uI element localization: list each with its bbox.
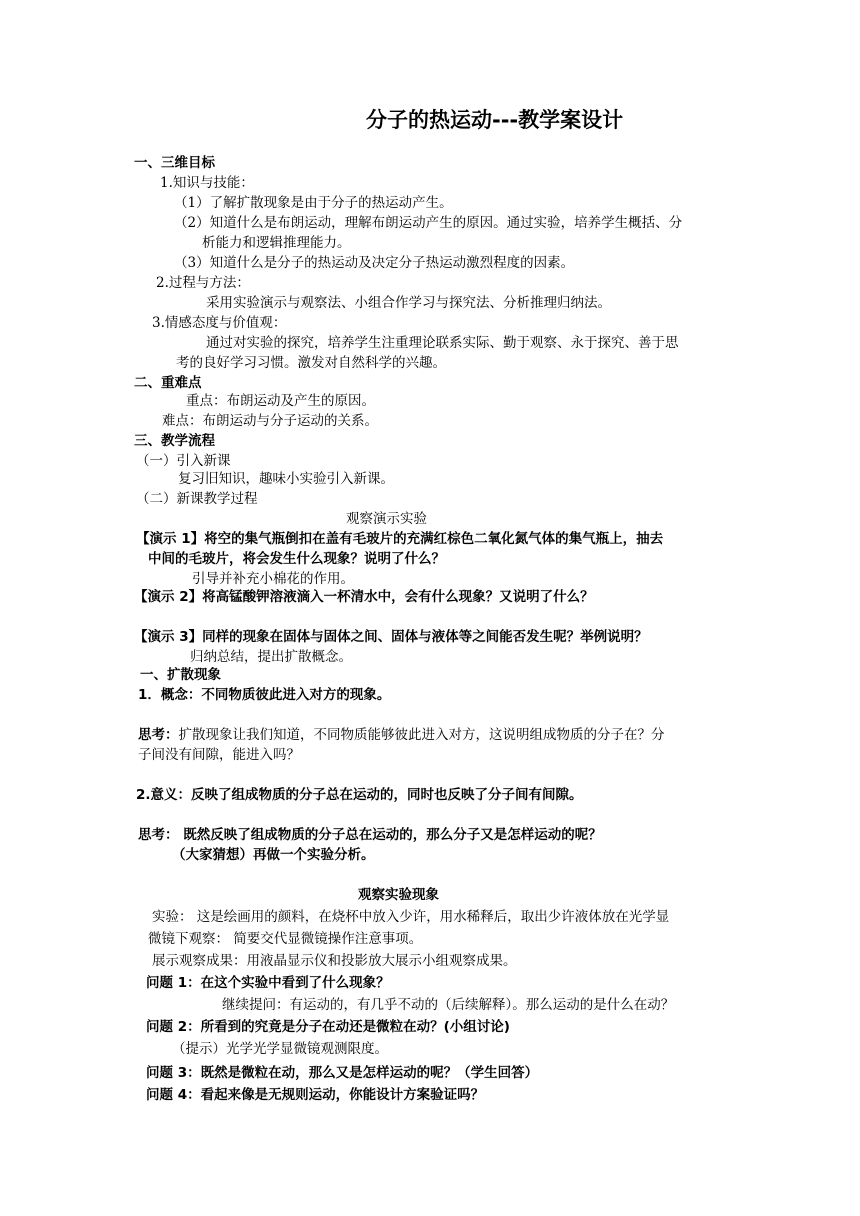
demo-1-note: 引导并补充小棉花的作用。 bbox=[192, 571, 354, 587]
question-1: 问题 1：在这个实验中看到了什么现象？ bbox=[146, 975, 390, 991]
section-heading-key-points: 二、重难点 bbox=[134, 375, 202, 391]
section-heading-goals: 一、三维目标 bbox=[134, 155, 215, 171]
show-results: 展示观察成果：用液晶显示仪和投影放大展示小组观察成果。 bbox=[152, 953, 517, 969]
demo-3-note: 归纳总结，提出扩散概念。 bbox=[190, 649, 352, 665]
think-1-text: 扩散现象让我们知道，不同物质能够彼此进入对方，这说明组成物质的分子在？分 bbox=[178, 727, 665, 743]
document-title: 分子的热运动---教学案设计 bbox=[366, 108, 624, 132]
experiment-text: 实验： 这是绘画用的颜料，在烧杯中放入少许，用水稀释后，取出少许液体放在光学显 bbox=[152, 909, 670, 925]
think-1 bbox=[138, 726, 665, 744]
goal-knowledge-item-3: （3）知道什么是分子的热运动及决定分子热运动激烈程度的因素。 bbox=[174, 255, 575, 271]
goal-emotion-text-cont: 考的良好学习习惯。激发对自然科学的兴趣。 bbox=[176, 355, 446, 371]
demo-section-title: 观察演示实验 bbox=[346, 511, 427, 527]
flow-part-1-text: 复习旧知识，趣味小实验引入新课。 bbox=[178, 471, 394, 487]
demo-2: 【演示 2】将高锰酸钾溶液滴入一杯清水中，会有什么现象？又说明了什么？ bbox=[134, 589, 594, 605]
flow-part-2-heading: （二）新课教学过程 bbox=[136, 491, 258, 507]
think-2: 思考： 既然反映了组成物质的分子总在运动的，那么分子又是怎样运动的呢？ bbox=[138, 827, 602, 843]
question-4: 问题 4：看起来像是无规则运动，你能设计方案验证吗？ bbox=[146, 1087, 485, 1103]
diffusion-heading: 一、扩散现象 bbox=[140, 667, 221, 683]
question-2: 问题 2：所看到的究竟是分子在动还是微粒在动？(小组讨论) bbox=[146, 1019, 510, 1035]
question-2-note: （提示）光学光学显微镜观测限度。 bbox=[172, 1041, 388, 1057]
question-1-note: 继续提问：有运动的，有几乎不动的（后续解释）。那么运动的是什么在动？ bbox=[222, 997, 675, 1013]
diffusion-concept: 1．概念：不同物质彼此进入对方的现象。 bbox=[138, 687, 391, 703]
demo-3: 【演示 3】同样的现象在固体与固体之间、固体与液体等之间能否发生呢？举例说明？ bbox=[134, 629, 648, 645]
goal-knowledge-heading: 1.知识与技能： bbox=[160, 175, 254, 191]
goal-emotion-heading: 3.情感态度与价值观： bbox=[152, 315, 287, 331]
think-2-cont: （大家猜想）再做一个实验分析。 bbox=[172, 847, 375, 863]
question-3: 问题 3：既然是微粒在动，那么又是怎样运动的呢？（学生回答） bbox=[146, 1065, 539, 1081]
goal-emotion-text: 通过对实验的探究，培养学生注重理论联系实际、勤于观察、永于探究、善于思 bbox=[206, 335, 679, 351]
observe-title: 观察实验现象 bbox=[358, 887, 439, 903]
goal-knowledge-item-2-cont: 析能力和逻辑推理能力。 bbox=[202, 235, 351, 251]
goal-knowledge-item-1: （1）了解扩散现象是由于分子的热运动产生。 bbox=[174, 195, 453, 211]
diffusion-meaning: 2.意义：反映了组成物质的分子总在运动的，同时也反映了分子间有间隙。 bbox=[136, 787, 583, 803]
demo-1: 【演示 1】将空的集气瓶倒扣在盖有毛玻片的充满红棕色二氧化氮气体的集气瓶上，抽去 bbox=[136, 531, 664, 547]
think-1-cont: 子间没有间隙，能进入吗？ bbox=[138, 747, 300, 763]
goal-process-heading: 2.过程与方法： bbox=[156, 275, 250, 291]
difficult-point: 难点：布朗运动与分子运动的关系。 bbox=[162, 413, 378, 429]
goal-knowledge-item-2: （2）知道什么是布朗运动，理解布朗运动产生的原因。通过实验，培养学生概括、分 bbox=[174, 215, 683, 231]
demo-1-cont: 中间的毛玻片，将会发生什么现象？说明了什么？ bbox=[148, 551, 445, 567]
goal-process-text: 采用实验演示与观察法、小组合作学习与探究法、分析推理归纳法。 bbox=[206, 295, 611, 311]
section-heading-flow: 三、教学流程 bbox=[134, 433, 215, 449]
experiment-text-cont: 微镜下观察： 简要交代显微镜操作注意事项。 bbox=[148, 931, 423, 947]
flow-part-1-heading: （一）引入新课 bbox=[136, 453, 231, 469]
key-point: 重点：布朗运动及产生的原因。 bbox=[186, 393, 375, 409]
think-1-label: 思考： bbox=[138, 727, 179, 743]
